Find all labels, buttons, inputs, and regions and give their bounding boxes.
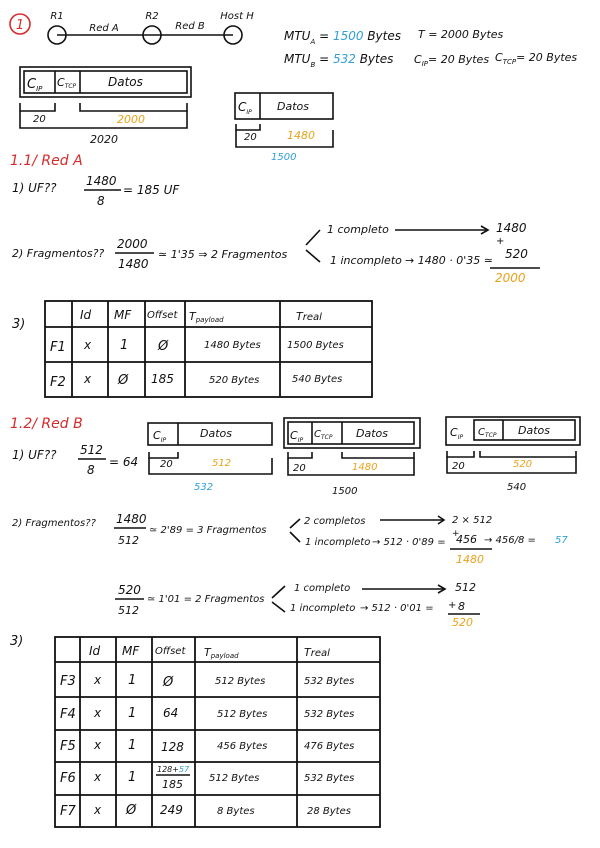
svg-text:x: x: [84, 338, 92, 352]
svg-text:Datos: Datos: [200, 427, 232, 440]
packet-original-cip: $C_{IP}$: [27, 77, 43, 93]
svg-text:456: 456: [456, 533, 477, 546]
packet-original-ctcp: CTCP: [57, 76, 77, 90]
node-host-label: Host H: [220, 11, 254, 22]
svg-text:128: 128: [161, 740, 184, 754]
table-row: [50, 372, 342, 390]
node-r1-label: R1: [50, 11, 64, 22]
svg-text:F2: F2: [50, 375, 66, 390]
svg-text:532: 532: [194, 482, 214, 493]
mtu-b-label: $MTU_B = 532$ Bytes: [284, 52, 394, 69]
svg-text:512: 512: [118, 534, 139, 547]
red-a-th-treal: Treal: [296, 310, 322, 323]
svg-text:CTCP: $C_{TCP}$: [314, 429, 333, 441]
svg-text:1480: 1480: [352, 462, 378, 473]
red-a-q1: [12, 174, 180, 208]
packet-original: [20, 67, 191, 146]
svg-text:F1: F1: [50, 340, 66, 355]
red-a-q2-sum: 2000: [495, 271, 526, 285]
svg-text:Ø: Ø: [158, 339, 169, 354]
red-a-q2: [12, 221, 540, 285]
svg-text:476 Bytes: 476 Bytes: [304, 741, 355, 752]
svg-text:532 Bytes: 532 Bytes: [304, 709, 355, 720]
red-b-table: [10, 634, 380, 827]
svg-text:1: 1: [128, 673, 137, 688]
svg-text:520: 520: [118, 583, 141, 597]
svg-text:20: 20: [452, 461, 465, 472]
svg-text:Offset: Offset: [155, 646, 186, 657]
table-row: [60, 706, 354, 722]
svg-text:x: x: [94, 706, 102, 720]
svg-text:Tpayload: Tpayload: [204, 646, 239, 660]
red-a-q2-plus: +: [496, 236, 505, 247]
svg-text:2 × 512: 2 × 512: [452, 515, 493, 526]
red-b-q1-label: 1) UF??: [12, 448, 57, 462]
svg-text:64: 64: [163, 706, 179, 720]
packet-red-a: [235, 93, 333, 163]
red-a-q2-branch1: 1 completo: [327, 223, 389, 236]
exercise-number-text: 1: [15, 18, 25, 33]
red-a-q2-label: 2) Fragmentos??: [12, 247, 105, 260]
svg-text:185: 185: [162, 778, 183, 791]
packet-red-b-2: [284, 418, 420, 497]
packet-red-a-data: 1480: [287, 129, 315, 142]
red-a-q1-label: 1) UF??: [12, 181, 57, 195]
red-a-th-id: Id: [80, 308, 92, 322]
packet-red-a-datos: Datos: [277, 100, 309, 113]
svg-text:F7: F7: [60, 804, 76, 819]
packet-red-b-3: [446, 417, 580, 493]
svg-text:x: x: [84, 372, 92, 386]
red-b-q3-label: 3): [10, 634, 24, 649]
packet-red-a-total: 1500: [271, 152, 297, 163]
svg-text:x: x: [94, 803, 102, 817]
svg-text:1480: 1480: [456, 553, 484, 566]
svg-text:1 incompleto: 1 incompleto: [305, 537, 371, 548]
svg-text:Datos: Datos: [356, 427, 388, 440]
red-a-q2-num: 2000: [117, 237, 148, 251]
svg-text:512 Bytes: 512 Bytes: [215, 676, 266, 687]
svg-text:Ø: Ø: [126, 803, 137, 818]
link-red-b-label: Red B: [175, 21, 205, 32]
svg-text:+: +: [448, 600, 457, 611]
svg-text:1480: 1480: [116, 512, 147, 526]
section-red-a-title: 1.1/ Red A: [10, 153, 83, 169]
svg-text:512 Bytes: 512 Bytes: [209, 773, 260, 784]
red-b-q1-result: = 64: [109, 455, 139, 469]
svg-text:540 Bytes: 540 Bytes: [292, 374, 343, 385]
svg-text:512: 512: [212, 458, 232, 469]
svg-text:512: 512: [455, 581, 476, 594]
svg-text:→ 456/8 =: → 456/8 =: [484, 535, 536, 546]
red-a-q3-label: 3): [12, 317, 26, 332]
c-tcp-param: $C_{TCP}= 20$ Bytes: [495, 51, 578, 66]
svg-text:F3: F3: [60, 674, 76, 689]
svg-text:520: 520: [513, 459, 533, 470]
parameters: [284, 28, 577, 69]
svg-text:1: 1: [120, 338, 129, 353]
mtu-a-label: $MTU_A = 1500$ Bytes: [284, 29, 402, 46]
svg-text:1: 1: [128, 738, 137, 753]
network-topology: [48, 11, 254, 44]
svg-text:Ø: Ø: [163, 675, 174, 690]
packet-red-a-cip: $C_{IP}$: [238, 100, 252, 116]
svg-text:CIP: $C_{IP}$: [153, 429, 167, 444]
packet-original-total: 2020: [90, 133, 118, 146]
svg-text:→ 512 · 0'01 =: → 512 · 0'01 =: [360, 603, 434, 614]
red-b-q2-b: [115, 581, 480, 629]
svg-text:540: 540: [507, 482, 527, 493]
offset-note: 128+57: [157, 765, 190, 774]
red-a-q1-den: 8: [97, 194, 105, 208]
svg-text:532 Bytes: 532 Bytes: [304, 773, 355, 784]
svg-text:532 Bytes: 532 Bytes: [304, 676, 355, 687]
svg-text:CIP: $C_{IP}$: [290, 429, 304, 444]
red-a-q2-den: 1480: [118, 257, 149, 271]
red-a-q1-num: 1480: [86, 174, 117, 188]
svg-text:456 Bytes: 456 Bytes: [217, 741, 268, 752]
svg-text:Ø: Ø: [118, 373, 129, 388]
table-row: [60, 673, 354, 690]
packet-original-hdr: 20: [33, 114, 46, 125]
svg-text:Id: Id: [89, 644, 101, 658]
red-a-q2-calc2: → 1480 · 0'35 ≃: [405, 254, 493, 267]
svg-text:520: 520: [452, 616, 473, 629]
svg-text:1480 Bytes: 1480 Bytes: [204, 340, 261, 351]
red-a-q2-branch2: 1 incompleto: [330, 254, 402, 267]
svg-text:249: 249: [160, 803, 183, 817]
link-red-a-label: Red A: [89, 23, 119, 34]
red-b-q1: [12, 443, 138, 477]
red-a-q1-result: = 185 UF: [123, 183, 180, 197]
svg-text:20: 20: [293, 463, 306, 474]
red-b-q2-a: [12, 512, 568, 566]
svg-text:≃ 2'89 = 3 Fragmentos: ≃ 2'89 = 3 Fragmentos: [149, 525, 267, 536]
svg-text:20: 20: [160, 459, 173, 470]
node-r2-label: R2: [145, 11, 159, 22]
red-b-q1-num: 512: [80, 443, 103, 457]
svg-text:1 completo: 1 completo: [294, 583, 351, 594]
svg-text:520 Bytes: 520 Bytes: [209, 375, 260, 386]
svg-text:185: 185: [151, 372, 174, 386]
red-a-table: [12, 301, 372, 397]
svg-text:512: 512: [118, 604, 139, 617]
svg-text:Datos: Datos: [518, 424, 550, 437]
svg-text:1: 1: [128, 706, 137, 721]
svg-text:28 Bytes: 28 Bytes: [307, 806, 351, 817]
svg-text:CTCP: $C_{TCP}$: [478, 427, 497, 439]
red-a-q2-val1: 1480: [496, 221, 527, 235]
svg-text:8: 8: [458, 600, 465, 613]
svg-text:+: +: [452, 529, 460, 539]
red-a-th-mf: MF: [114, 308, 132, 322]
svg-text:8 Bytes: 8 Bytes: [217, 806, 255, 817]
section-red-b-title: 1.2/ Red B: [10, 416, 83, 432]
packet-original-data: 2000: [117, 113, 145, 126]
svg-text:x: x: [94, 673, 102, 687]
svg-text:F5: F5: [60, 739, 76, 754]
svg-text:57: 57: [555, 535, 568, 546]
red-a-th-offset: Offset: [147, 310, 178, 321]
c-ip-param: $C_{IP}= 20$ Bytes: [414, 53, 490, 68]
table-row: [50, 338, 344, 355]
table-row: [60, 803, 351, 819]
svg-text:Treal: Treal: [304, 646, 330, 659]
red-a-q2-approx: ≃ 1'35 ⇒ 2 Fragmentos: [158, 248, 288, 261]
svg-text:MF: MF: [122, 644, 140, 658]
packet-red-a-hdr: 20: [244, 132, 257, 143]
table-row: [60, 765, 354, 791]
svg-text:x: x: [94, 770, 102, 784]
svg-text:2 completos: 2 completos: [304, 516, 366, 527]
svg-text:1: 1: [128, 770, 137, 785]
total-size: T = 2000 Bytes: [418, 28, 504, 41]
svg-text:1 incompleto: 1 incompleto: [290, 603, 356, 614]
svg-text:1500 Bytes: 1500 Bytes: [287, 340, 344, 351]
red-a-q2-val2: 520: [505, 247, 528, 261]
packet-original-datos: Datos: [108, 75, 143, 89]
svg-text:CIP: $C_{IP}$: [450, 426, 464, 441]
svg-text:≃ 1'01 = 2 Fragmentos: ≃ 1'01 = 2 Fragmentos: [147, 594, 265, 605]
red-b-q1-den: 8: [87, 463, 95, 477]
svg-text:1500: 1500: [332, 486, 358, 497]
table-row: [60, 738, 354, 754]
svg-text:512 Bytes: 512 Bytes: [217, 709, 268, 720]
packet-red-b-1: [148, 423, 272, 493]
red-b-q2-label: 2) Fragmentos??: [12, 518, 96, 529]
svg-text:→ 512 · 0'89 =: → 512 · 0'89 =: [372, 537, 446, 548]
svg-text:F6: F6: [60, 771, 76, 786]
svg-text:F4: F4: [60, 707, 76, 722]
exercise-number: [10, 14, 30, 34]
red-a-th-payload: Tpayload: [189, 310, 224, 324]
svg-text:x: x: [94, 738, 102, 752]
